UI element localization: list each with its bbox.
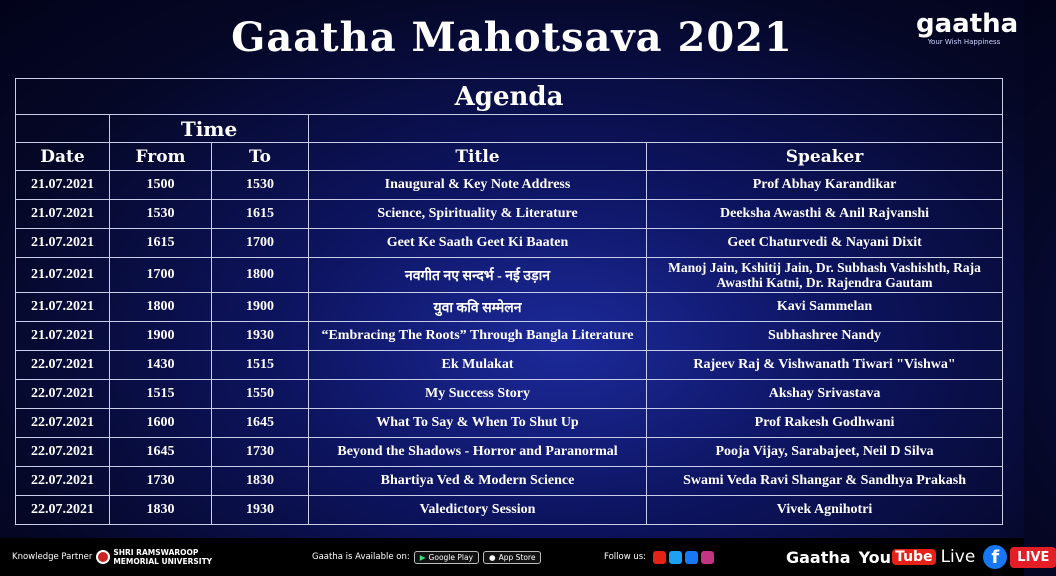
cell-to: 1930 — [212, 496, 309, 525]
agenda-table — [15, 78, 1003, 525]
cell-speaker: Kavi Sammelan — [647, 293, 1003, 322]
gaatha-logo — [916, 9, 1019, 54]
cell-title: Beyond the Shadows - Horror and Paranormal — [309, 438, 647, 467]
cell-title: Valedictory Session — [309, 496, 647, 525]
cell-date: 21.07.2021 — [16, 229, 110, 258]
cell-title: My Success Story — [309, 380, 647, 409]
cell-from: 1500 — [110, 171, 212, 200]
agenda-rows — [16, 171, 1003, 525]
apple-icon: ● — [489, 552, 496, 562]
cell-speaker: Pooja Vijay, Sarabajeet, Neil D Silva — [647, 438, 1003, 467]
cell-speaker: Manoj Jain, Kshitij Jain, Dr. Subhash Vashishth, Raja Awasthi Katni, Dr. Rajendra Gautam — [647, 258, 1003, 293]
cell-to: 1515 — [212, 351, 309, 380]
cell-date: 21.07.2021 — [16, 171, 110, 200]
date-header-spacer — [16, 115, 110, 143]
table-row — [16, 351, 1003, 380]
table-row — [16, 322, 1003, 351]
cell-date: 22.07.2021 — [16, 351, 110, 380]
university-logo-icon — [96, 550, 110, 564]
university-line1: SHRI RAMSWAROOP — [113, 548, 199, 557]
title-header-spacer — [309, 115, 1003, 143]
table-row — [16, 496, 1003, 525]
cell-speaker: Akshay Srivastava — [647, 380, 1003, 409]
follow-us-label: Follow us: — [604, 552, 647, 562]
cell-title: Geet Ke Saath Geet Ki Baaten — [309, 229, 647, 258]
cell-date: 22.07.2021 — [16, 380, 110, 409]
cell-from: 1700 — [110, 258, 212, 293]
university-line2: MEMORIAL UNIVERSITY — [113, 557, 213, 566]
cell-to: 1530 — [212, 171, 309, 200]
cell-to: 1645 — [212, 409, 309, 438]
cell-from: 1800 — [110, 293, 212, 322]
cell-date: 22.07.2021 — [16, 438, 110, 467]
cell-date: 21.07.2021 — [16, 258, 110, 293]
cell-date: 21.07.2021 — [16, 322, 110, 351]
cell-from: 1600 — [110, 409, 212, 438]
available-on-label: Gaatha is Available on: — [312, 552, 410, 562]
cell-speaker: Prof Abhay Karandikar — [647, 171, 1003, 200]
cell-speaker: Subhashree Nandy — [647, 322, 1003, 351]
cell-speaker: Geet Chaturvedi & Nayani Dixit — [647, 229, 1003, 258]
cell-speaker: Prof Rakesh Godhwani — [647, 409, 1003, 438]
facebook-live-icon[interactable]: f — [983, 545, 1007, 569]
cell-to: 1615 — [212, 200, 309, 229]
cell-title: “Embracing The Roots” Through Bangla Literature — [309, 322, 647, 351]
table-row — [16, 229, 1003, 258]
cell-from: 1530 — [110, 200, 212, 229]
column-header-to: To — [212, 143, 309, 171]
cell-from: 1830 — [110, 496, 212, 525]
table-row — [16, 467, 1003, 496]
app-store-label: App Store — [498, 552, 536, 562]
column-header-from: From — [110, 143, 212, 171]
cell-to: 1930 — [212, 322, 309, 351]
table-row — [16, 293, 1003, 322]
twitter-icon[interactable] — [669, 551, 682, 564]
cell-from: 1615 — [110, 229, 212, 258]
cell-from: 1900 — [110, 322, 212, 351]
instagram-icon[interactable] — [701, 551, 714, 564]
university-name — [113, 548, 212, 566]
knowledge-partner — [12, 538, 212, 576]
cell-to: 1800 — [212, 258, 309, 293]
logo-tagline: Your Wish Happiness — [927, 38, 1001, 46]
youtube-logo-you[interactable]: You — [858, 547, 892, 567]
column-header-title: Title — [309, 143, 647, 171]
table-row — [16, 380, 1003, 409]
app-availability — [312, 538, 541, 576]
live-streams — [786, 538, 1056, 576]
table-row — [16, 438, 1003, 467]
app-store-button[interactable] — [483, 551, 541, 564]
cell-title: नवगीत नए सन्दर्भ - नई उड़ान — [309, 258, 647, 293]
youtube-logo-tube[interactable]: Tube — [892, 549, 936, 565]
knowledge-partner-label: Knowledge Partner — [12, 552, 93, 562]
table-row — [16, 200, 1003, 229]
cell-to: 1550 — [212, 380, 309, 409]
cell-title: Science, Spirituality & Literature — [309, 200, 647, 229]
column-header-speaker: Speaker — [647, 143, 1003, 171]
cell-from: 1730 — [110, 467, 212, 496]
table-row — [16, 409, 1003, 438]
cell-title: Inaugural & Key Note Address — [309, 171, 647, 200]
facebook-icon[interactable] — [685, 551, 698, 564]
cell-date: 22.07.2021 — [16, 467, 110, 496]
cell-title: Bhartiya Ved & Modern Science — [309, 467, 647, 496]
cell-speaker: Rajeev Raj & Vishwanath Tiwari "Vishwa" — [647, 351, 1003, 380]
google-play-label: Google Play — [428, 552, 474, 562]
footer-bar — [0, 538, 1050, 576]
time-group-header: Time — [110, 115, 309, 143]
google-play-button[interactable] — [414, 551, 479, 564]
cell-title: Ek Mulakat — [309, 351, 647, 380]
agenda-heading: Agenda — [16, 79, 1003, 115]
cell-to: 1730 — [212, 438, 309, 467]
page-title: Gaatha Mahotsava 2021 — [231, 14, 793, 61]
cell-title: What To Say & When To Shut Up — [309, 409, 647, 438]
cell-from: 1645 — [110, 438, 212, 467]
gaatha-live-label: Gaatha — [786, 547, 851, 567]
cell-speaker: Deeksha Awasthi & Anil Rajvanshi — [647, 200, 1003, 229]
social-links — [604, 538, 714, 576]
cell-to: 1700 — [212, 229, 309, 258]
cell-speaker: Vivek Agnihotri — [647, 496, 1003, 525]
cell-date: 22.07.2021 — [16, 496, 110, 525]
cell-date: 21.07.2021 — [16, 200, 110, 229]
table-row — [16, 171, 1003, 200]
cell-to: 1900 — [212, 293, 309, 322]
cell-from: 1515 — [110, 380, 212, 409]
cell-speaker: Swami Veda Ravi Shangar & Sandhya Prakash — [647, 467, 1003, 496]
column-header-date: Date — [16, 143, 110, 171]
cell-date: 22.07.2021 — [16, 409, 110, 438]
google-play-icon: ▶ — [419, 552, 426, 562]
cell-from: 1430 — [110, 351, 212, 380]
logo-word: gaatha — [916, 9, 1019, 39]
youtube-icon[interactable] — [653, 551, 666, 564]
cell-date: 21.07.2021 — [16, 293, 110, 322]
cell-to: 1830 — [212, 467, 309, 496]
facebook-live-badge: LIVE — [1010, 547, 1056, 568]
cell-title: युवा कवि सम्मेलन — [309, 293, 647, 322]
table-row — [16, 258, 1003, 293]
youtube-live-text: Live — [940, 547, 976, 567]
